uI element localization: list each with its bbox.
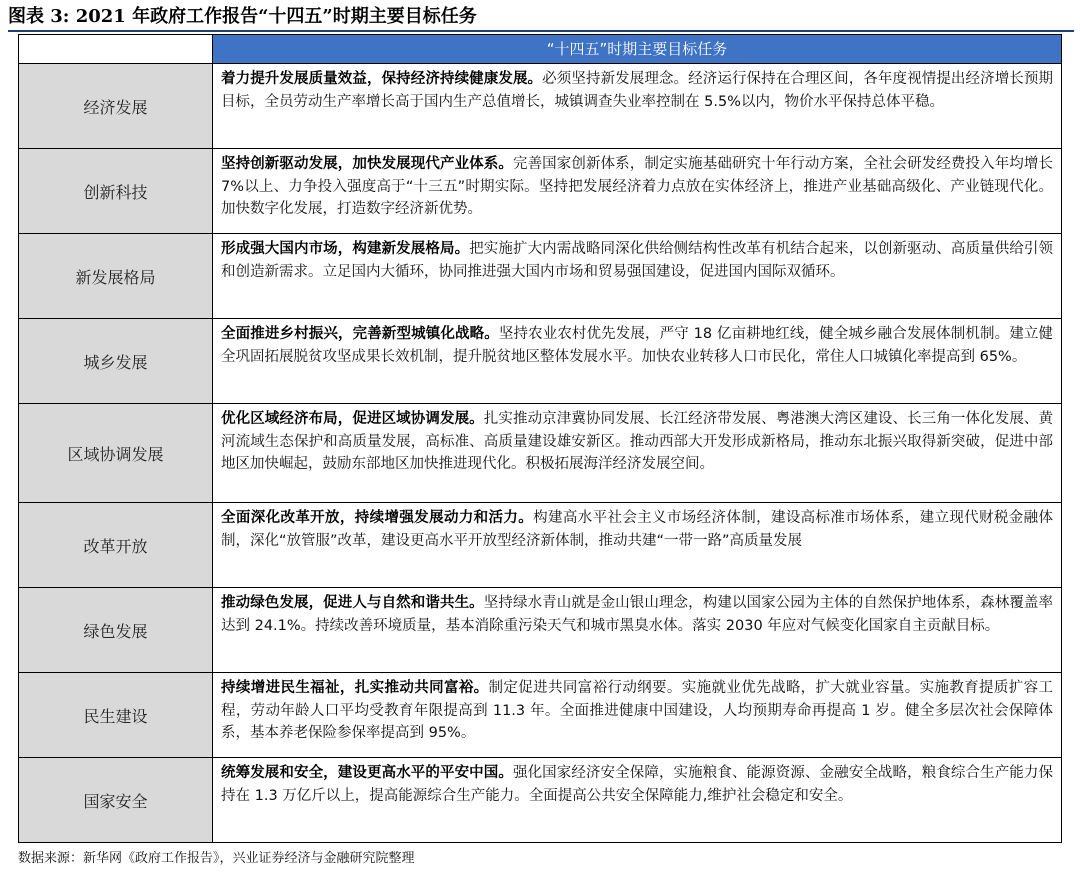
row-description [213, 149, 1061, 233]
table-row [19, 503, 1061, 588]
table-row [19, 234, 1061, 319]
row-category: 城乡发展 [19, 319, 213, 403]
row-lead: 坚持创新驱动发展，加快发展现代产业体系。 [221, 156, 513, 172]
row-text: 制定促进共同富裕行动纲要。实施就业优先战略，扩大就业容量。实施教育提质扩容工程，劳动年龄人口平均受教育年限提高到 11.3 年。全面推进健康中国建设，人均预期寿命再提高 1 岁。健全多层次社会保障体系，基本养老保险参保率提高到 95%。 [221, 680, 1053, 741]
row-category: 改革开放 [19, 503, 213, 587]
row-text: 坚持农业农村优先发展，严守 18 亿亩耕地红线，健全城乡融合发展体制机制。建立健全巩固拓展脱贫攻坚成果长效机制，提升脱贫地区整体发展水平。加快农业转移人口市民化，常住人口城镇化率提高到 65%。 [221, 326, 1054, 365]
row-category: 绿色发展 [19, 588, 213, 672]
row-description [213, 503, 1061, 587]
row-category: 新发展格局 [19, 234, 213, 318]
table-header-corner [19, 35, 213, 63]
figure-title: 图表 3: 2021 年政府工作报告“十四五”时期主要目标任务 [8, 4, 1074, 32]
row-category: 创新科技 [19, 149, 213, 233]
row-lead: 推动绿色发展，促进人与自然和谐共生。 [221, 595, 484, 611]
row-text: 构建高水平社会主义市场经济体制，建设高标准市场体系，建立现代财税金融体制，深化“放管服”改革，建设更高水平开放型经济新体制，推动共建“一带一路”高质量发展 [221, 510, 1054, 549]
row-description [213, 234, 1061, 318]
row-description [213, 588, 1061, 672]
targets-table [18, 34, 1062, 843]
row-lead: 全面推进乡村振兴，完善新型城镇化战略。 [221, 326, 499, 342]
table-row [19, 64, 1061, 149]
row-text: 强化国家经济安全保障，实施粮食、能源资源、金融安全战略，粮食综合生产能力保持在 1.3 万亿斤以上，提高能源综合生产能力。全面提高公共安全保障能力,维护社会稳定和安全。 [221, 765, 1054, 804]
table-row [19, 404, 1061, 503]
row-lead: 持续增进民生福祉，扎实推动共同富裕。 [221, 680, 489, 696]
table-header-title: “十四五”时期主要目标任务 [213, 35, 1061, 63]
row-text: 必须坚持新发展理念。经济运行保持在合理区间，各年度视情提出经济增长预期目标，全员劳动生产率增长高于国内生产总值增长，城镇调查失业率控制在 5.5%以内，物价水平保持总体平稳。 [221, 71, 1054, 110]
row-description [213, 673, 1061, 757]
row-text: 把实施扩大内需战略同深化供给侧结构性改革有机结合起来，以创新驱动、高质量供给引领和创造新需求。立足国内大循环，协同推进强大国内市场和贸易强国建设，促进国内国际双循环。 [221, 241, 1053, 280]
table-header-row [19, 35, 1061, 64]
table-row [19, 588, 1061, 673]
table-row [19, 758, 1061, 842]
row-lead: 优化区域经济布局，促进区域协调发展。 [221, 411, 484, 427]
table-row [19, 149, 1061, 234]
row-description [213, 64, 1061, 148]
table-row [19, 673, 1061, 758]
row-description [213, 404, 1061, 502]
row-category: 民生建设 [19, 673, 213, 757]
row-lead: 形成强大国内市场，构建新发展格局。 [221, 241, 470, 257]
row-category: 国家安全 [19, 758, 213, 842]
row-description [213, 319, 1061, 403]
data-source-note: 数据来源：新华网《政府工作报告》，兴业证券经济与金融研究院整理 [18, 851, 415, 866]
row-text: 完善国家创新体系，制定实施基础研究十年行动方案，全社会研发经费投入年均增长 7%以上、力争投入强度高于“十三五”时期实际。坚持把发展经济着力点放在实体经济上，推进产业基础高级化、产业链现代化。加快数字化发展，打造数字经济新优势。 [221, 156, 1054, 217]
row-text: 坚持绿水青山就是金山银山理念，构建以国家公园为主体的自然保护地体系，森林覆盖率达到 24.1%。持续改善环境质量，基本消除重污染天气和城市黑臭水体。落实 2030 年应对气候变化国家自主贡献目标。 [221, 595, 1054, 634]
row-category: 经济发展 [19, 64, 213, 148]
row-text: 扎实推动京津冀协同发展、长江经济带发展、粤港澳大湾区建设、长三角一体化发展、黄河流域生态保护和高质量发展，高标准、高质量建设雄安新区。推动西部大开发形成新格局，推动东北振兴取得新突破，促进中部地区加快崛起，鼓励东部地区加快推进现代化。积极拓展海洋经济发展空间。 [221, 411, 1054, 472]
row-lead: 着力提升发展质量效益，保持经济持续健康发展。 [221, 71, 543, 87]
table-row [19, 319, 1061, 404]
row-lead: 全面深化改革开放，持续增强发展动力和活力。 [221, 510, 534, 526]
row-lead: 统筹发展和安全，建设更高水平的平安中国。 [221, 765, 513, 781]
row-description [213, 758, 1061, 842]
row-category: 区域协调发展 [19, 404, 213, 502]
